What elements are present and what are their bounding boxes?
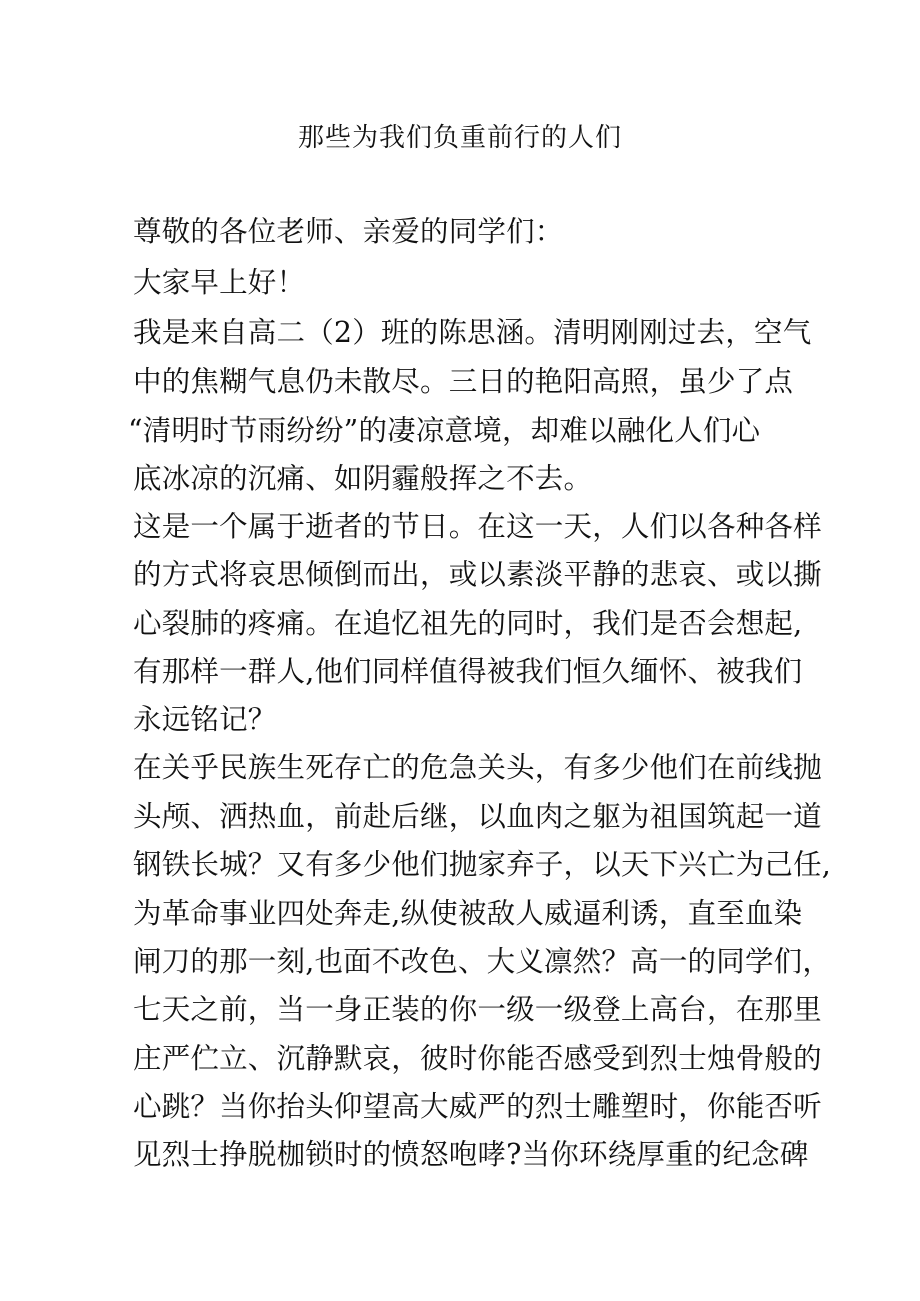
body-line: 底冰凉的沉痛、如阴霾般挥之不去。 [133,462,593,495]
body-line: 中的焦糊气息仍未散尽。三日的艳阳高照，虽少了点 [133,365,794,398]
body-line: 我是来自高二（2）班的陈思涵。清明刚刚过去，空气 [133,316,812,349]
body-line: 为革命事业四处奔走,纵使被敌人威逼利诱，直至血染 [133,897,803,930]
body-line: “清明时节雨纷纷”的凄凉意境，却难以融化人们心 [128,414,761,447]
body-line: 在关乎民族生死存亡的危急关头，有多少他们在前线抛 [133,751,822,784]
body-line: 大家早上好！ [133,266,306,299]
body-line: 心跳？当你抬头仰望高大威严的烈士雕塑时，你能否听 [133,1090,822,1123]
body-line: 七天之前，当一身正装的你一级一级登上高台，在那里 [133,993,822,1026]
document-title: 那些为我们负重前行的人们 [297,123,622,153]
body-line: 永远铭记？ [133,703,277,736]
body-line: 心裂肺的疼痛。在追忆祖先的同时，我们是否会想起, [133,607,803,640]
body-line: 钢铁长城？又有多少他们抛家弃子，以天下兴亡为己任, [133,848,832,881]
body-line: 闸刀的那一刻,也面不改色、大义凛然？高一的同学们， [133,945,832,978]
body-line: 尊敬的各位老师、亲爱的同学们： [133,215,564,248]
body-line: 头颅、洒热血，前赴后继，以血肉之躯为祖国筑起一道 [133,800,822,833]
body-line: 见烈士挣脱枷锁时的愤怒咆哮?当你环绕厚重的纪念碑 [133,1138,809,1171]
body-line: 有那样一群人,他们同样值得被我们恒久缅怀、被我们 [133,655,803,688]
body-line: 的方式将哀思倾倒而出，或以素淡平静的悲哀、或以撕 [133,558,822,591]
body-line: 庄严伫立、沉静默哀，彼时你能否感受到烈士烛骨般的 [133,1042,822,1075]
body-line: 这是一个属于逝者的节日。在这一天，人们以各种各样 [133,510,822,543]
